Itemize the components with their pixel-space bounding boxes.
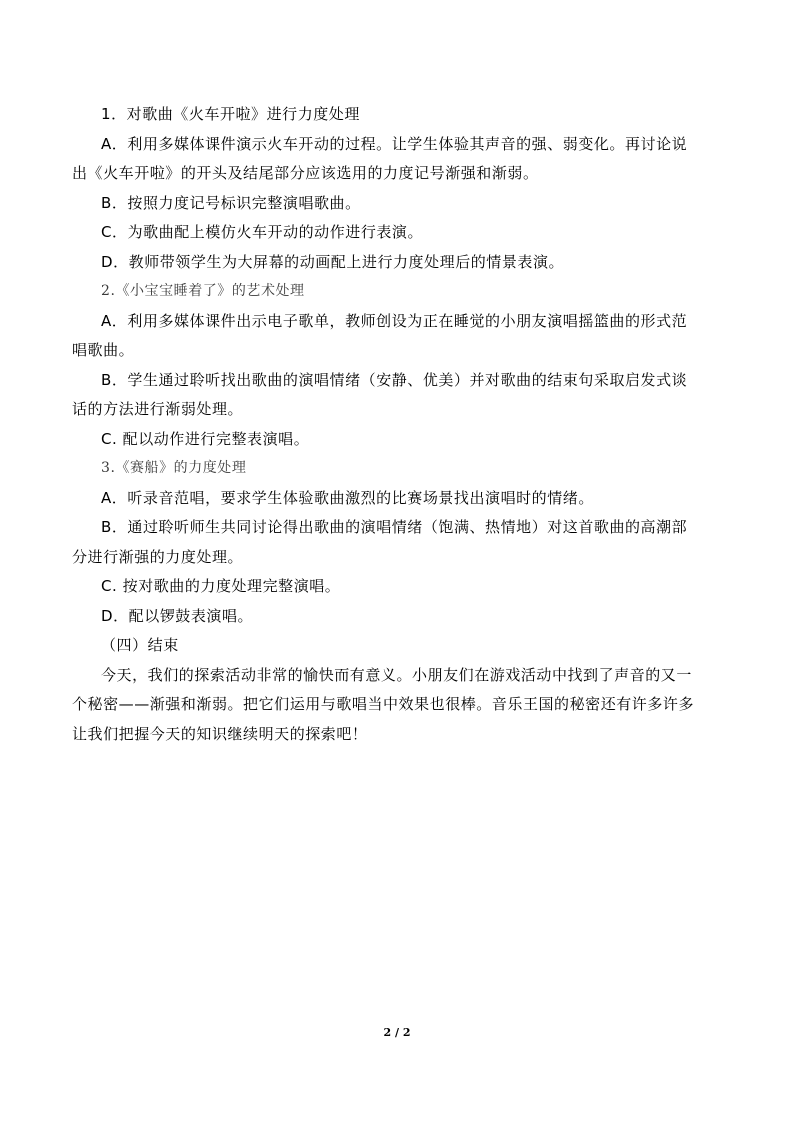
page-number: 2 / 2 — [383, 1026, 411, 1039]
paragraph-line: 今天，我们的探索活动非常的愉快而有意义。小朋友们在游戏活动中找到了声音的又一 — [101, 665, 692, 684]
paragraph-line: 出《火车开啦》的开头及结尾部分应该选用的力度记号渐强和渐弱。 — [72, 164, 539, 182]
paragraph-line: 让我们把握今天的知识继续明天的探索吧！ — [72, 724, 368, 743]
paragraph-line: A．听录音范唱，要求学生体验歌曲激烈的比赛场景找出演唱时的情绪。 — [101, 488, 594, 507]
paragraph-line: 唱歌曲。 — [72, 341, 135, 359]
paragraph-line: A．利用多媒体课件出示电子歌单，教师创设为正在睡觉的小朋友演唱摇篮曲的形式范 — [101, 311, 688, 330]
paragraph-line: 话的方法进行渐弱处理。 — [72, 400, 244, 418]
section-heading-2: 2.《小宝宝睡着了》的艺术处理 — [101, 283, 305, 299]
document-body — [72, 100, 722, 749]
section-heading-1: 1．对歌曲《火车开啦》进行力度处理 — [101, 105, 360, 123]
paragraph-line: 个秘密——渐强和渐弱。把它们运用与歌唱当中效果也很棒。音乐王国的秘密还有许多许多 — [72, 695, 695, 713]
paragraph-line: C．为歌曲配上模仿火车开动的动作进行表演。 — [101, 223, 424, 241]
paragraph-line: A．利用多媒体课件演示火车开动的过程。让学生体验其声音的强、弱变化。再讨论说 — [101, 134, 688, 153]
section-heading-3: 3.《赛船》的力度处理 — [101, 460, 247, 476]
paragraph-line: D．教师带领学生为大屏幕的动画配上进行力度处理后的情景表演。 — [101, 252, 565, 271]
paragraph-line: B．按照力度记号标识完整演唱歌曲。 — [101, 193, 361, 212]
paragraph-line: C. 配以动作进行完整表演唱。 — [101, 429, 310, 448]
section-heading-4: （四）结束 — [101, 636, 179, 654]
paragraph-line: 分进行渐强的力度处理。 — [72, 547, 244, 566]
paragraph-line: B．学生通过聆听找出歌曲的演唱情绪（安静、优美）并对歌曲的结束句采取启发式谈 — [101, 370, 688, 389]
paragraph-line: D．配以锣鼓表演唱。 — [101, 606, 254, 625]
paragraph-line: B．通过聆听师生共同讨论得出歌曲的演唱情绪（饱满、热情地）对这首歌曲的高潮部 — [101, 518, 688, 536]
paragraph-line: C. 按对歌曲的力度处理完整演唱。 — [101, 577, 341, 595]
